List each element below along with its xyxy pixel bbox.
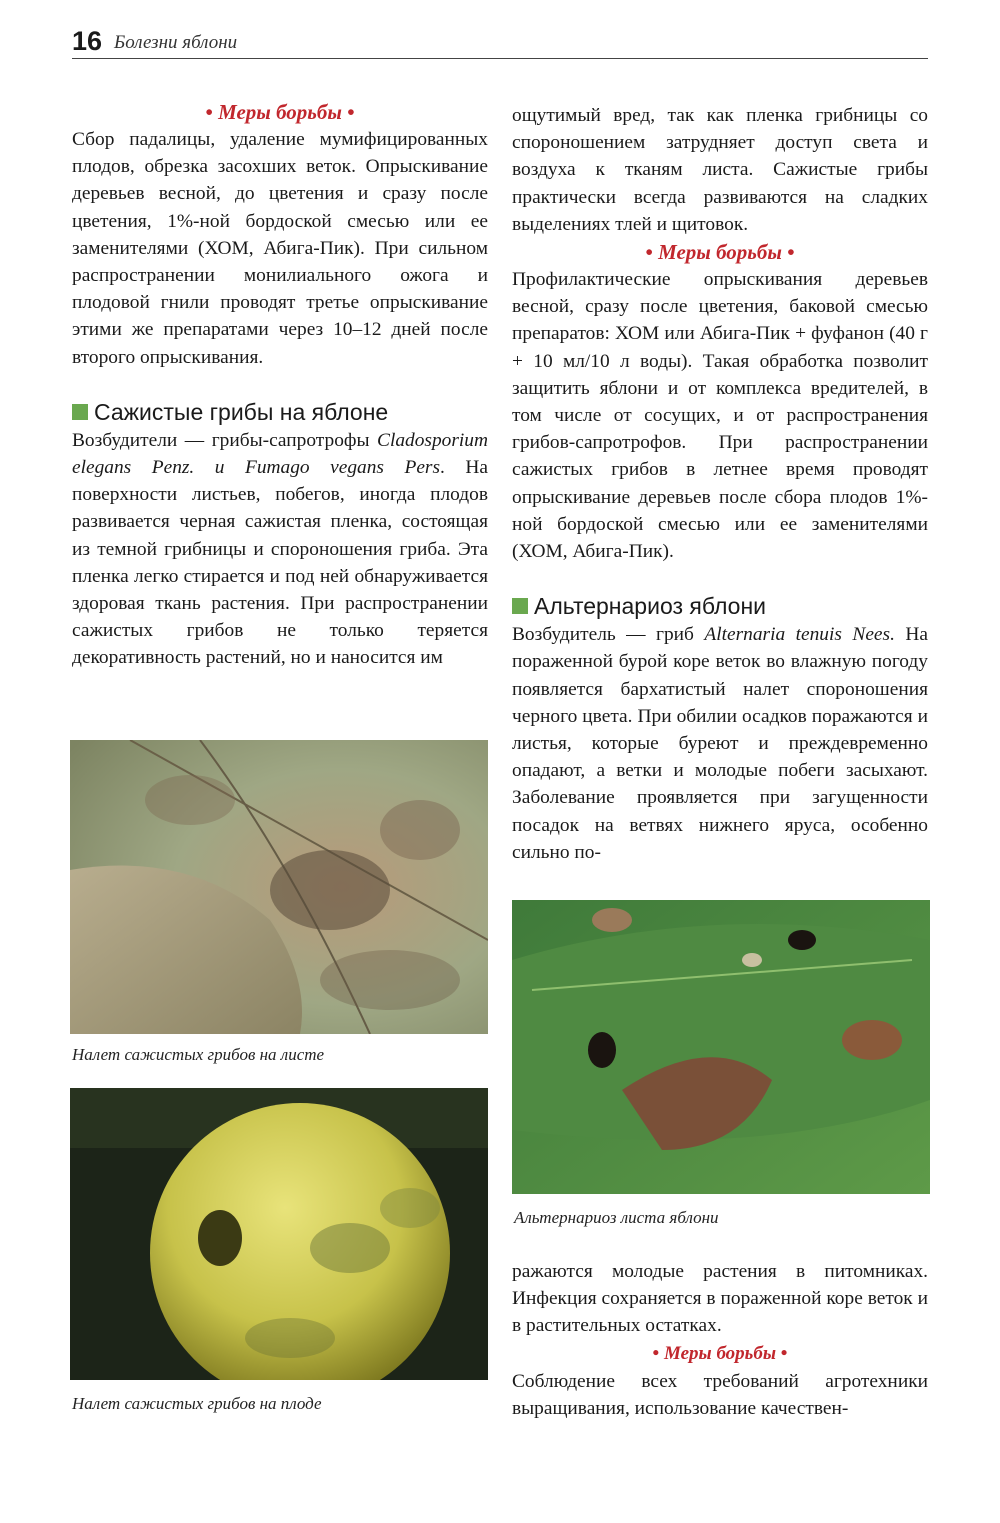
- paragraph: ощутимый вред, так как пленка грибницы со спороношением затрудняет доступ света и воздуха к тканям листа. Сажистые грибы практически всегда развиваются на сладких выделениях тлей и щитовок.: [512, 105, 928, 235]
- alternaria-leaf-photo: [512, 900, 930, 1194]
- page-number: 16: [72, 26, 103, 56]
- paragraph: Профилактические опрыскивания деревьев весной, сразу после цветения, баковой смесью препаратов: ХОМ или Абига-Пик + фуфанон (40 г + 10 мл/10 л воды). Такая обработка позволит защитить яблони и от комплекса вредителей, в том числе от сосущих, и от распространения грибов-сапротрофов. При распространении сажистых грибов в летнее время проводят опрыскивание деревьев после сбора плодов 1%-ной бордоской смесью или ее заменителями (ХОМ, Абига-Пик).: [512, 269, 928, 563]
- paragraph: Возбудители — грибы-сапротрофы Cladosporium elegans Penz. и Fumago vegans Pers. На поверхности листьев, побегов, иногда плодов развивается черная сажистая пленка, состоящая из темной грибницы и спороношения гриба. Эта пленка легко стирается и под ней обнаруживается здоровая ткань растения. При распространении сажистых грибов не только теряется декоративность растений, но и наносится им: [72, 429, 488, 669]
- paragraph: Сбор падалицы, удаление мумифицированных плодов, обрезка засохших веток. Опрыскивание деревьев весной, до цветения и сразу после цветения, 1%-ной бордоской смесью или ее заменителями (ХОМ, Абига-Пик). При сильном распространении монилиального ожога и плодовой гнили проводят третье опрыскивание этими же препаратами через 10–12 дней после второго опрыскивания.: [72, 129, 488, 368]
- photo-caption: Альтернариоз листа яблони: [514, 1208, 719, 1227]
- sooty-apple-photo: [70, 1088, 488, 1380]
- green-square-icon: [512, 598, 528, 614]
- control-measures-heading: • Меры борьбы •: [652, 1342, 788, 1364]
- left-column: [72, 98, 488, 672]
- paragraph: Возбудитель — гриб Alternaria tenuis Nees. На пораженной бурой коре веток во влажную погоду появляется бархатистый налет спороношения черного цвета. При обилии осадков поражаются и листья, которые буреют и преждевременно опадают, а ветки и молодые побеги засыхают. Заболевание проявляется при загущенности посадок на ветвях нижнего яруса, особенно сильно по-: [512, 624, 928, 863]
- section-heading: Сажистые грибы на яблоне: [72, 397, 488, 427]
- right-column-lower: [512, 1258, 928, 1422]
- section-heading: Альтернариоз яблони: [512, 591, 928, 621]
- green-square-icon: [72, 404, 88, 420]
- photo-caption: Налет сажистых грибов на листе: [72, 1045, 325, 1064]
- paragraph: ражаются молодые растения в питомниках. Инфекция сохраняется в пораженной коре веток и в растительных остатках.: [512, 1261, 928, 1337]
- paragraph: Соблюдение всех требований агротехники выращивания, использование качествен-: [512, 1370, 928, 1419]
- running-title: Болезни яблони: [114, 32, 238, 53]
- sooty-leaf-photo: [70, 740, 488, 1034]
- photo-caption: Налет сажистых грибов на плоде: [72, 1394, 322, 1413]
- control-measures-heading: • Меры борьбы •: [205, 100, 355, 124]
- right-column: [512, 102, 928, 866]
- control-measures-heading: • Меры борьбы •: [645, 240, 795, 265]
- page-header: [72, 26, 928, 59]
